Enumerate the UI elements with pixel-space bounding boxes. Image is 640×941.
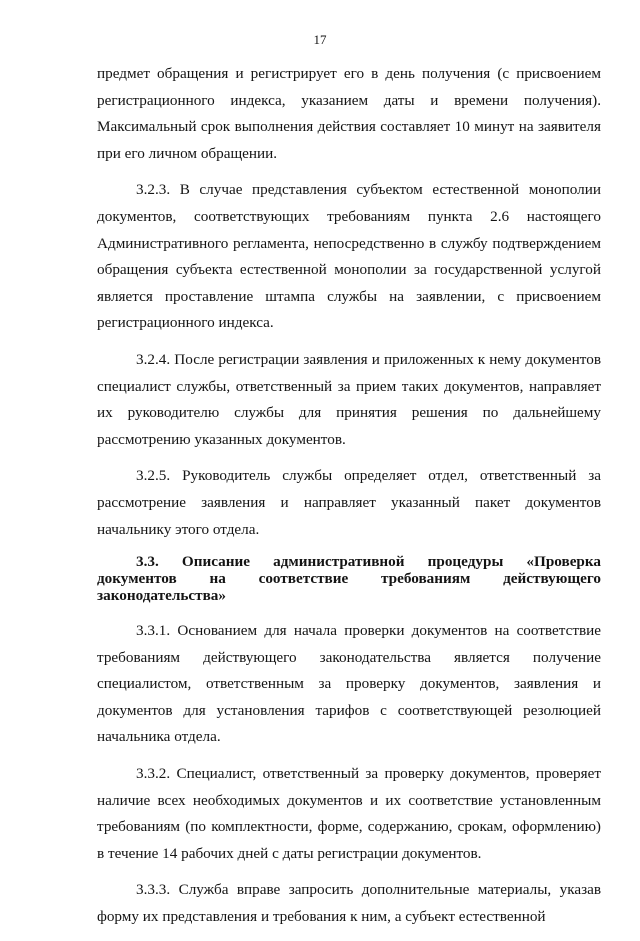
page-body	[97, 61, 601, 941]
paragraph-3-2-5: 3.2.5. Руководитель службы определяет отдел, ответственный за рассмотрение заявления и направляет указанный пакет документов начальнику этого отдела.	[97, 467, 601, 538]
paragraph-3-3-1: 3.3.1. Основанием для начала проверки документов на соответствие требованиям действующего законодательства является получение специалистом, ответственным за проверку документов, заявления и документов для установления тарифов с соответствующей резолюцией начальника отдела.	[97, 622, 601, 746]
paragraph-3-2-4: 3.2.4. После регистрации заявления и приложенных к нему документов специалист службы, ответственный за прием таких документов, направляет их руководителю службы для принятия решения по дальнейшему рассмотрению указанных документов.	[97, 350, 601, 448]
paragraph-3-3-2: 3.3.2. Специалист, ответственный за проверку документов, проверяет наличие всех необходимых документов и их соответствие установленным требованиям (по комплектности, форме, содержанию, срокам, оформлению) в течение 14 рабочих дней с даты регистрации документов.	[97, 765, 601, 862]
paragraph-continuation: предмет обращения и регистрирует его в день получения (с присвоением регистрационного индекса, указанием даты и времени получения). Максимальный срок выполнения действия составляет 10 минут на заявителя при его личном обращении.	[97, 65, 601, 162]
paragraph-3-3-3: 3.3.3. Служба вправе запросить дополнительные материалы, указав форму их представления и требования к ним, а субъект естественной	[97, 881, 601, 926]
page-number: 17	[313, 32, 327, 47]
paragraph-3-2-3: 3.2.3. В случае представления субъектом естественной монополии документов, соответствующих требованиям пункта 2.6 настоящего Административного регламента, непосредственно в службу подтверждением обращения субъекта естественной монополии за государственной услугой является проставление штампа службы на заявлении, с присвоением регистрационного индекса.	[97, 181, 601, 332]
section-heading-3-3: 3.3. Описание административной процедуры «Проверка документов на соответствие требованиям действующего законодательства»	[97, 553, 601, 605]
